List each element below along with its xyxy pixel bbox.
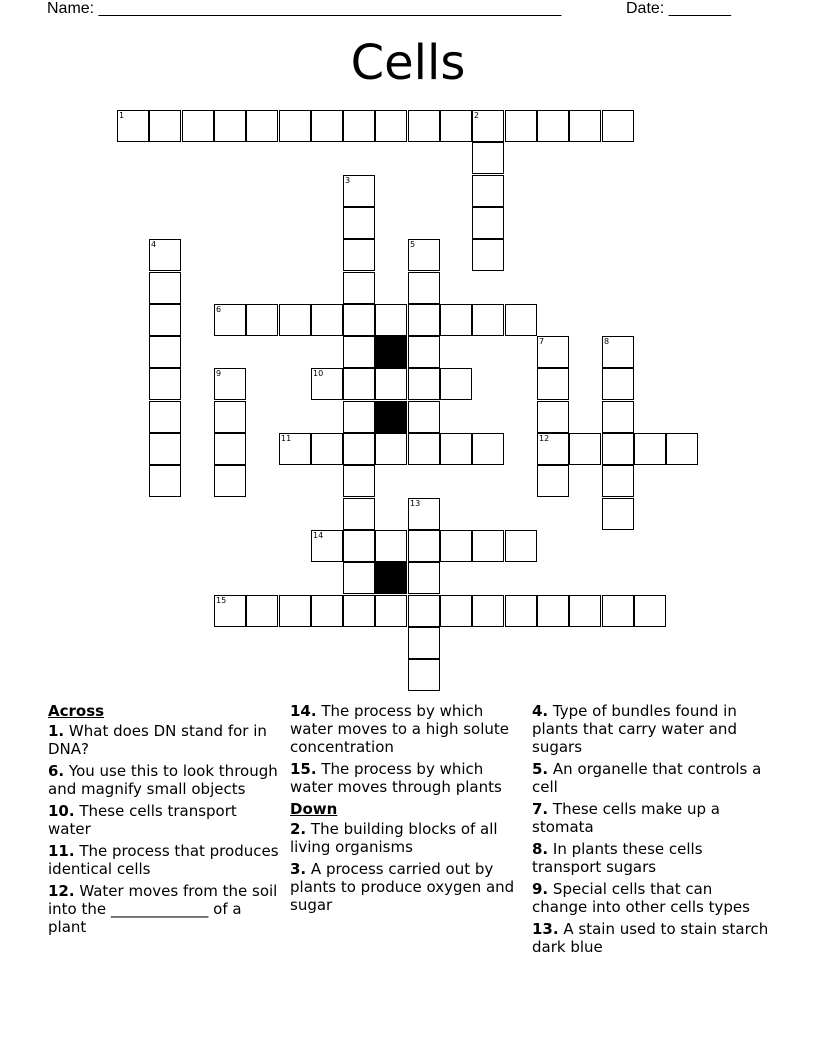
grid-cell[interactable]	[602, 465, 634, 497]
clue-number: 1.	[48, 722, 65, 740]
grid-cell[interactable]	[472, 595, 504, 627]
grid-cell[interactable]	[375, 595, 407, 627]
grid-cell[interactable]	[408, 659, 440, 691]
grid-cell[interactable]	[472, 239, 504, 271]
clue-number: 4.	[532, 702, 549, 720]
grid-cell[interactable]	[149, 304, 181, 336]
grid-cell[interactable]	[149, 272, 181, 304]
down-heading: Down	[290, 800, 338, 818]
grid-cell[interactable]	[343, 272, 375, 304]
grid-cell[interactable]	[505, 304, 537, 336]
grid-cell[interactable]	[343, 175, 375, 207]
grid-cell[interactable]	[537, 595, 569, 627]
across-clue-6	[48, 762, 280, 798]
grid-cell[interactable]	[537, 336, 569, 368]
grid-cell[interactable]	[408, 368, 440, 400]
grid-cell[interactable]	[343, 498, 375, 530]
grid-cell[interactable]	[440, 530, 472, 562]
grid-cell[interactable]	[343, 595, 375, 627]
clue-text: You use this to look through and magnify small objects	[48, 762, 278, 798]
grid-cell[interactable]	[634, 595, 666, 627]
grid-cell[interactable]	[602, 498, 634, 530]
grid-cell-number: 10	[313, 369, 324, 378]
grid-cell[interactable]	[505, 530, 537, 562]
clue-number: 8.	[532, 840, 549, 858]
grid-cell[interactable]	[149, 465, 181, 497]
grid-cell[interactable]	[440, 110, 472, 142]
clue-text: A stain used to stain starch dark blue	[532, 920, 769, 956]
down-clue-4	[532, 702, 772, 756]
grid-cell[interactable]	[311, 433, 343, 465]
grid-cell-number: 11	[281, 434, 292, 443]
grid-cell[interactable]	[537, 368, 569, 400]
grid-cell[interactable]	[472, 110, 504, 142]
across-clue-1	[48, 722, 280, 758]
down-clue-3	[290, 860, 526, 914]
grid-cell[interactable]	[375, 110, 407, 142]
grid-cell[interactable]	[569, 595, 601, 627]
grid-cell[interactable]	[343, 465, 375, 497]
grid-cell[interactable]	[149, 401, 181, 433]
grid-cell[interactable]	[505, 110, 537, 142]
across-clue-15	[290, 760, 526, 796]
across-heading: Across	[48, 702, 105, 720]
grid-cell[interactable]	[408, 110, 440, 142]
grid-cell[interactable]	[182, 110, 214, 142]
clue-number: 11.	[48, 842, 75, 860]
clue-text: These cells make up a stomata	[532, 800, 720, 836]
grid-cell[interactable]	[214, 304, 246, 336]
grid-cell[interactable]	[279, 304, 311, 336]
clue-text: The process by which water moves to a high solute concentration	[290, 702, 510, 756]
grid-cell[interactable]	[149, 336, 181, 368]
clue-number: 9.	[532, 880, 549, 898]
clue-text: Special cells that can change into other cells types	[532, 880, 750, 916]
grid-cell[interactable]	[569, 110, 601, 142]
grid-cell[interactable]	[408, 433, 440, 465]
down-clue-5	[532, 760, 772, 796]
grid-cell[interactable]	[602, 110, 634, 142]
grid-cell[interactable]	[246, 595, 278, 627]
grid-cell[interactable]	[472, 304, 504, 336]
grid-cell[interactable]	[311, 368, 343, 400]
grid-cell[interactable]	[343, 562, 375, 594]
grid-cell[interactable]	[343, 110, 375, 142]
grid-cell[interactable]	[149, 368, 181, 400]
grid-cell[interactable]	[408, 562, 440, 594]
grid-cell-number: 15	[216, 596, 227, 605]
grid-cell[interactable]	[602, 595, 634, 627]
clue-text: Water moves from the soil into the _____________ of a plant	[48, 882, 278, 936]
grid-cell[interactable]	[408, 401, 440, 433]
page-title: Cells	[350, 35, 466, 91]
grid-cell-number: 7	[539, 337, 545, 346]
grid-cell-number: 6	[216, 305, 222, 314]
grid-cell[interactable]	[214, 595, 246, 627]
clue-text: What does DN stand for in DNA?	[48, 722, 267, 758]
across-clue-12	[48, 882, 280, 936]
grid-cell[interactable]	[440, 304, 472, 336]
clues-column-1	[48, 702, 280, 940]
grid-cell[interactable]	[214, 401, 246, 433]
grid-cell[interactable]	[634, 433, 666, 465]
name-field-label: Name: ____________________________________________________	[47, 0, 562, 17]
clue-number: 14.	[290, 702, 317, 720]
grid-cell[interactable]	[472, 433, 504, 465]
clue-text: The process by which water moves through plants	[290, 760, 502, 796]
grid-cell[interactable]	[408, 239, 440, 271]
grid-cell[interactable]	[279, 595, 311, 627]
down-clue-13	[532, 920, 772, 956]
grid-cell[interactable]	[537, 433, 569, 465]
grid-cell-number: 14	[313, 531, 324, 540]
grid-cell[interactable]	[343, 336, 375, 368]
grid-cell[interactable]	[343, 239, 375, 271]
grid-cell[interactable]	[408, 304, 440, 336]
clue-text: The process that produces identical cells	[48, 842, 279, 878]
grid-cell[interactable]	[214, 368, 246, 400]
down-clue-8	[532, 840, 772, 876]
clue-text: The building blocks of all living organisms	[290, 820, 498, 856]
grid-cell[interactable]	[279, 110, 311, 142]
clue-number: 2.	[290, 820, 307, 838]
grid-cell[interactable]	[311, 530, 343, 562]
grid-cell[interactable]	[311, 304, 343, 336]
grid-cell[interactable]	[279, 433, 311, 465]
grid-cell[interactable]	[311, 110, 343, 142]
grid-cell[interactable]	[440, 595, 472, 627]
grid-cell-number: 9	[216, 369, 222, 378]
grid-cell[interactable]	[149, 433, 181, 465]
clue-number: 10.	[48, 802, 75, 820]
clue-number: 15.	[290, 760, 317, 778]
grid-cell[interactable]	[311, 595, 343, 627]
grid-cell[interactable]	[343, 530, 375, 562]
date-field-label: Date: _______	[626, 0, 731, 17]
grid-cell-blocked	[375, 562, 407, 594]
down-clue-7	[532, 800, 772, 836]
clue-number: 12.	[48, 882, 75, 900]
clue-number: 5.	[532, 760, 549, 778]
grid-cell[interactable]	[472, 530, 504, 562]
clue-text: These cells transport water	[48, 802, 237, 838]
grid-cell[interactable]	[214, 433, 246, 465]
grid-cell-blocked	[375, 401, 407, 433]
grid-cell[interactable]	[343, 433, 375, 465]
clue-text: An organelle that controls a cell	[532, 760, 762, 796]
grid-cell[interactable]	[375, 304, 407, 336]
across-clue-10	[48, 802, 280, 838]
grid-cell[interactable]	[408, 530, 440, 562]
grid-cell[interactable]	[602, 368, 634, 400]
clue-text: In plants these cells transport sugars	[532, 840, 703, 876]
grid-cell[interactable]	[375, 530, 407, 562]
grid-cell[interactable]	[214, 110, 246, 142]
grid-cell[interactable]	[343, 304, 375, 336]
grid-cell[interactable]	[149, 239, 181, 271]
grid-cell[interactable]	[343, 207, 375, 239]
grid-cell-number: 1	[119, 111, 125, 120]
grid-cell[interactable]	[117, 110, 149, 142]
grid-cell[interactable]	[408, 336, 440, 368]
clue-number: 6.	[48, 762, 65, 780]
grid-cell[interactable]	[666, 433, 698, 465]
grid-cell[interactable]	[343, 368, 375, 400]
grid-cell-number: 2	[474, 111, 480, 120]
clue-number: 3.	[290, 860, 307, 878]
grid-cell-blocked	[375, 336, 407, 368]
grid-cell[interactable]	[602, 433, 634, 465]
clue-number: 13.	[532, 920, 559, 938]
grid-cell[interactable]	[440, 368, 472, 400]
clues-column-3	[532, 702, 772, 960]
grid-cell[interactable]	[472, 175, 504, 207]
grid-cell-number: 13	[410, 499, 421, 508]
grid-cell[interactable]	[375, 368, 407, 400]
grid-cell-number: 3	[345, 176, 351, 185]
grid-cell[interactable]	[472, 207, 504, 239]
grid-cell[interactable]	[408, 627, 440, 659]
grid-cell[interactable]	[602, 336, 634, 368]
grid-cell[interactable]	[537, 465, 569, 497]
grid-cell-number: 8	[604, 337, 610, 346]
grid-cell[interactable]	[408, 498, 440, 530]
grid-cell[interactable]	[214, 465, 246, 497]
grid-cell[interactable]	[472, 142, 504, 174]
clue-text: Type of bundles found in plants that carry water and sugars	[532, 702, 737, 756]
grid-cell[interactable]	[602, 401, 634, 433]
grid-cell[interactable]	[408, 272, 440, 304]
clues-column-2	[290, 702, 526, 918]
grid-cell[interactable]	[246, 304, 278, 336]
grid-cell[interactable]	[537, 401, 569, 433]
grid-cell-number: 4	[151, 240, 157, 249]
grid-cell[interactable]	[537, 110, 569, 142]
down-clue-2	[290, 820, 526, 856]
grid-cell[interactable]	[375, 433, 407, 465]
grid-cell-number: 5	[410, 240, 416, 249]
across-clue-11	[48, 842, 280, 878]
grid-cell[interactable]	[343, 401, 375, 433]
grid-cell-number: 12	[539, 434, 550, 443]
grid-cell[interactable]	[505, 595, 537, 627]
grid-cell[interactable]	[569, 433, 601, 465]
down-clue-9	[532, 880, 772, 916]
grid-cell[interactable]	[408, 595, 440, 627]
grid-cell[interactable]	[246, 110, 278, 142]
grid-cell[interactable]	[149, 110, 181, 142]
across-clue-14	[290, 702, 526, 756]
grid-cell[interactable]	[440, 433, 472, 465]
clue-text: A process carried out by plants to produce oxygen and sugar	[290, 860, 515, 914]
clue-number: 7.	[532, 800, 549, 818]
